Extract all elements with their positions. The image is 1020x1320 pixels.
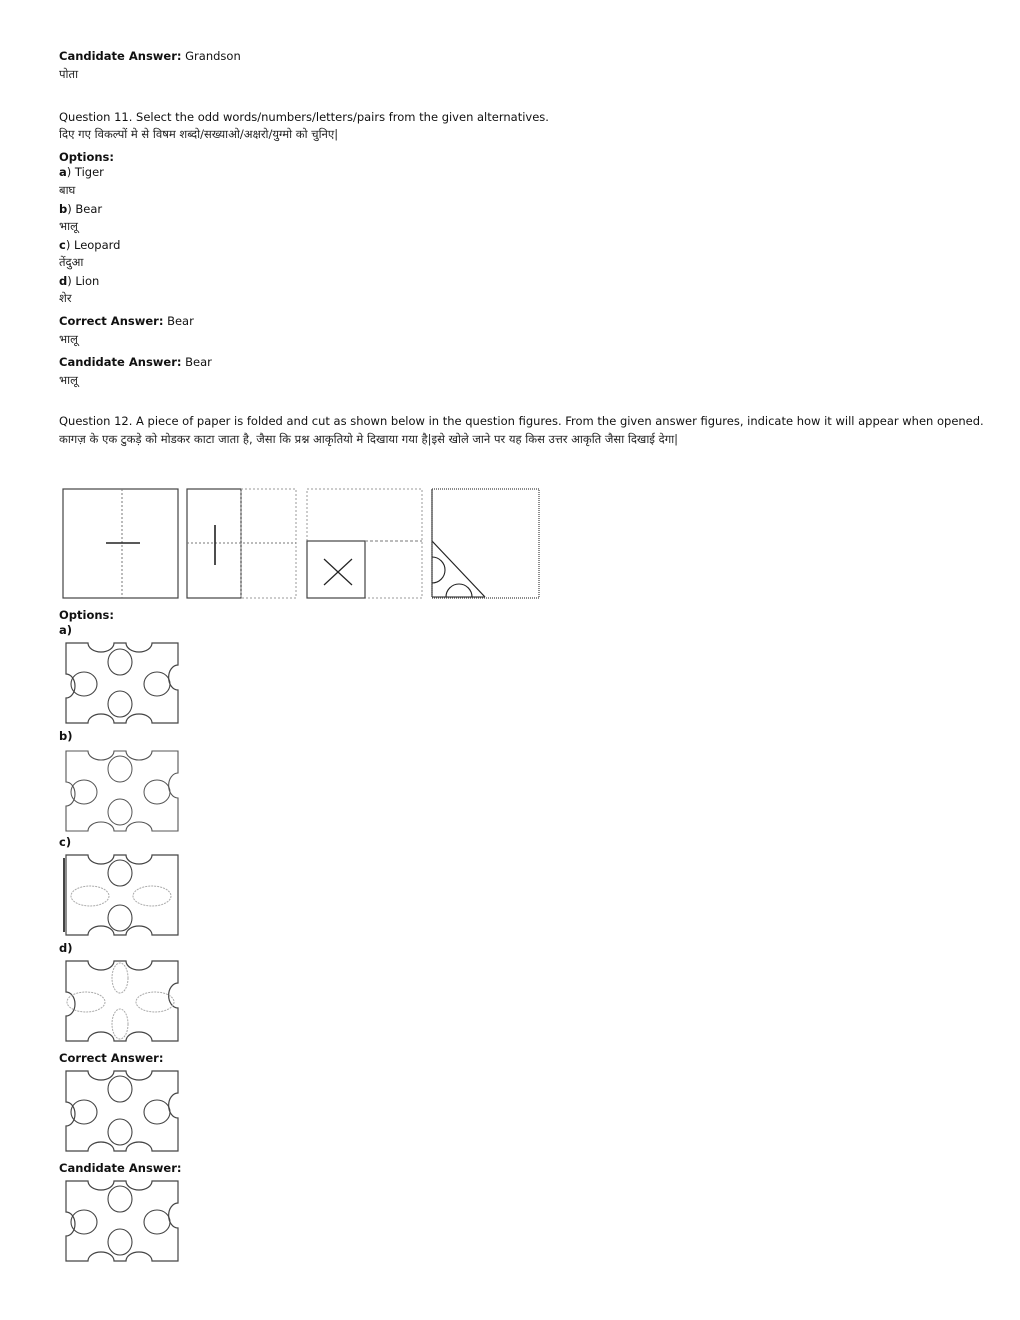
- q11-option-b-hindi: भालू: [59, 219, 78, 233]
- q12-option-a-label: a): [59, 623, 73, 637]
- q11-option-d-hindi: शेर: [59, 291, 72, 305]
- option-text: Tiger: [74, 165, 104, 179]
- q12-candidate-answer-label: Candidate Answer:: [59, 1161, 182, 1175]
- q11-candidate-hindi: भालू: [59, 373, 78, 387]
- question-figure-4: [432, 489, 539, 598]
- q12-option-d-label: d): [59, 941, 73, 955]
- option-letter: a: [59, 165, 67, 179]
- candidate-answer-value: Grandson: [185, 49, 241, 63]
- q12-options-label: Options:: [59, 608, 114, 622]
- question-figure-3: [307, 489, 422, 598]
- q12-candidate-answer-figure: [60, 1178, 182, 1264]
- option-letter: c: [59, 835, 66, 849]
- question-figures: [62, 487, 542, 601]
- q12-option-a-figure: [60, 640, 182, 726]
- q11-option-c-hindi: तेंदुआ: [59, 255, 84, 269]
- question-figure-1: [63, 489, 178, 598]
- q11-candidate-answer: [59, 355, 212, 370]
- q11-option-b: b) Bear: [59, 202, 103, 216]
- q10-candidate-answer: [59, 49, 241, 64]
- q12-option-c-label: c): [59, 835, 72, 849]
- q11-question-text: Question 11. Select the odd words/numbers/letters/pairs from the given alternatives.: [59, 110, 549, 124]
- q12-option-c-figure: [60, 852, 182, 938]
- q11-correct-hindi: भालू: [59, 332, 78, 346]
- candidate-answer-value: Bear: [185, 355, 212, 369]
- q11-option-a: a) Tiger: [59, 165, 104, 179]
- option-letter: d: [59, 274, 68, 288]
- q11-option-c: c) Leopard: [59, 238, 121, 252]
- q12-question-hindi: कागज़ के एक टुकड़े को मोडकर काटा जाता है, जैसा कि प्रश्न आकृतियो मे दिखाया गया है|इसे खोले जाने पर यह किस उत्तर आकृति जैसा दिखाई देगा|: [59, 432, 679, 446]
- q11-option-d: d) Lion: [59, 274, 100, 288]
- option-letter: d: [59, 941, 68, 955]
- q11-options-label: Options:: [59, 150, 114, 164]
- option-text: Lion: [75, 274, 100, 288]
- q11-option-a-hindi: बाघ: [59, 183, 76, 197]
- q11-correct-answer: [59, 314, 194, 329]
- option-text: Bear: [75, 202, 103, 216]
- correct-answer-label: Correct Answer:: [59, 314, 164, 328]
- q12-question-text: Question 12. A piece of paper is folded and cut as shown below in the question figures. From the given answer figures, indicate how it will appear when opened.: [59, 414, 984, 428]
- candidate-answer-label: Candidate Answer:: [59, 355, 182, 369]
- q12-option-b-figure: [60, 748, 182, 834]
- candidate-answer-label: Candidate Answer:: [59, 49, 182, 63]
- q12-option-d-figure: [60, 958, 182, 1044]
- q10-candidate-hindi: पोता: [59, 67, 79, 81]
- option-letter: b: [59, 202, 68, 216]
- question-figure-2: [187, 489, 296, 598]
- correct-answer-value: Bear: [167, 314, 194, 328]
- option-text: Leopard: [73, 238, 121, 252]
- option-letter: a: [59, 623, 67, 637]
- option-letter: b: [59, 729, 68, 743]
- q12-correct-answer-label: Correct Answer:: [59, 1051, 164, 1065]
- q11-question-hindi: दिए गए विकल्पों मे से विषम शब्दो/सख्याओ/अक्षरो/युग्मो को चुनिए|: [59, 127, 339, 141]
- option-letter: c: [59, 238, 66, 252]
- q12-option-b-label: b): [59, 729, 73, 743]
- q12-correct-answer-figure: [60, 1068, 182, 1154]
